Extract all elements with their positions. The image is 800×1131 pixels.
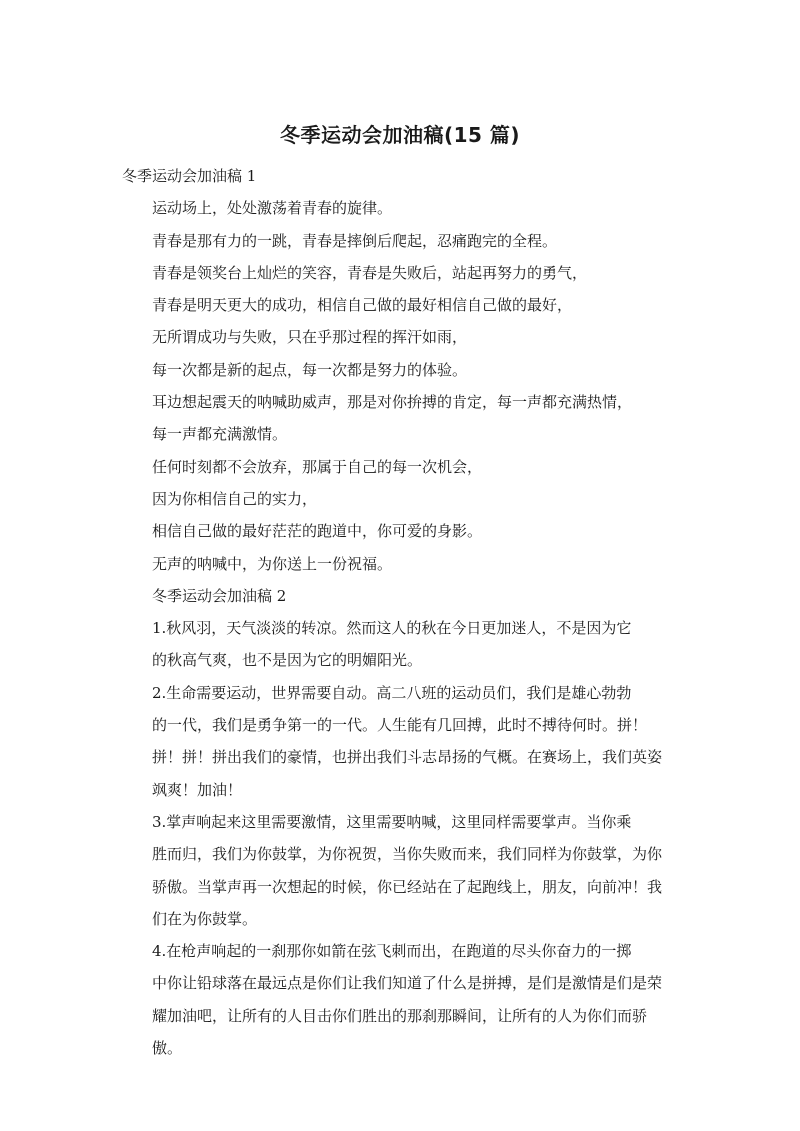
paragraph-line: 无声的呐喊中，为你送上一份祝福。 [152,554,393,573]
paragraph-line: 胜而归，我们为你鼓掌，为你祝贺，当你失败而来，我们同样为你鼓掌，为你 [152,845,663,864]
paragraph-line: 任何时刻都不会放弃，那属于自己的每一次机会， [152,457,483,476]
paragraph [122,321,678,353]
paragraph-line: 青春是那有力的一跳，青春是摔倒后爬起，忍痛跑完的全程。 [152,231,558,250]
paragraph-line: 1.秋风羽，天气淡淡的转凉。然而这人的秋在今日更加迷人，不是因为它 [152,619,632,638]
paragraph [122,548,678,580]
paragraph-line: 冬季运动会加油稿 1 [122,167,257,185]
paragraph [122,257,678,289]
paragraph-line: 中你让铅球落在最远点是你们让我们知道了什么是拼搏，是们是激情是们是荣 [152,974,663,993]
paragraph-line: 飒爽！加油！ [152,780,243,799]
paragraph-line: 无所谓成功与失败，只在乎那过程的挥汗如雨， [152,328,468,347]
paragraph-line: 青春是领奖台上灿烂的笑容，青春是失败后，站起再努力的勇气， [152,263,588,282]
paragraph [122,225,678,257]
paragraph-line: 4.在枪声响起的一刹那你如箭在弦飞刺而出，在跑道的尽头你奋力的一掷 [152,942,632,961]
paragraph-line: 们在为你鼓掌。 [152,909,258,928]
paragraph-line: 相信自己做的最好茫茫的跑道中，你可爱的身影。 [152,522,483,541]
document-body [122,160,678,1064]
paragraph-line: 的秋高气爽，也不是因为它的明媚阳光。 [152,651,423,670]
paragraph [122,386,678,451]
paragraph-line: 青春是明天更大的成功，相信自己做的最好相信自己做的最好， [152,296,573,315]
paragraph [122,612,678,677]
paragraph [122,677,678,806]
paragraph-line: 的一代，我们是勇争第一的一代。人生能有几回搏，此时不搏待何时。拼！ [152,716,648,735]
paragraph [122,451,678,483]
document-title: 冬季运动会加油稿(15 篇) [279,123,521,147]
paragraph-line: 每一声都充满激情。 [152,425,288,444]
paragraph [122,289,678,321]
paragraph [122,935,678,1064]
paragraph [122,483,678,515]
paragraph [122,806,678,935]
paragraph-line: 3.掌声响起来这里需要激情，这里需要呐喊，这里同样需要掌声。当你乘 [152,812,632,831]
paragraph-line: 每一次都是新的起点，每一次都是努力的体验。 [152,360,468,379]
paragraph [122,580,678,612]
paragraph-line: 拼！拼！拼出我们的豪情，也拼出我们斗志昂扬的气概。在赛场上，我们英姿 [152,748,663,767]
paragraph-line: 耳边想起震天的呐喊助威声，那是对你拚搏的肯定，每一声都充满热情， [152,393,633,412]
paragraph-line: 骄傲。当掌声再一次想起的时候，你已经站在了起跑线上，朋友，向前冲！我 [152,877,663,896]
paragraph-line: 因为你相信自己的实力， [152,489,318,508]
paragraph-line: 耀加油吧，让所有的人目击你们胜出的那刹那瞬间，让所有的人为你们而骄 [152,1006,648,1025]
paragraph-line: 傲。 [152,1039,183,1058]
paragraph [122,354,678,386]
paragraph [122,192,678,224]
paragraph [122,515,678,547]
paragraph-line: 运动场上，处处激荡着青春的旋律。 [152,199,393,218]
paragraph [122,160,678,192]
paragraph-line: 冬季运动会加油稿 2 [152,586,287,605]
paragraph-line: 2.生命需要运动，世界需要自动。高二八班的运动员们，我们是雄心勃勃 [152,683,632,702]
